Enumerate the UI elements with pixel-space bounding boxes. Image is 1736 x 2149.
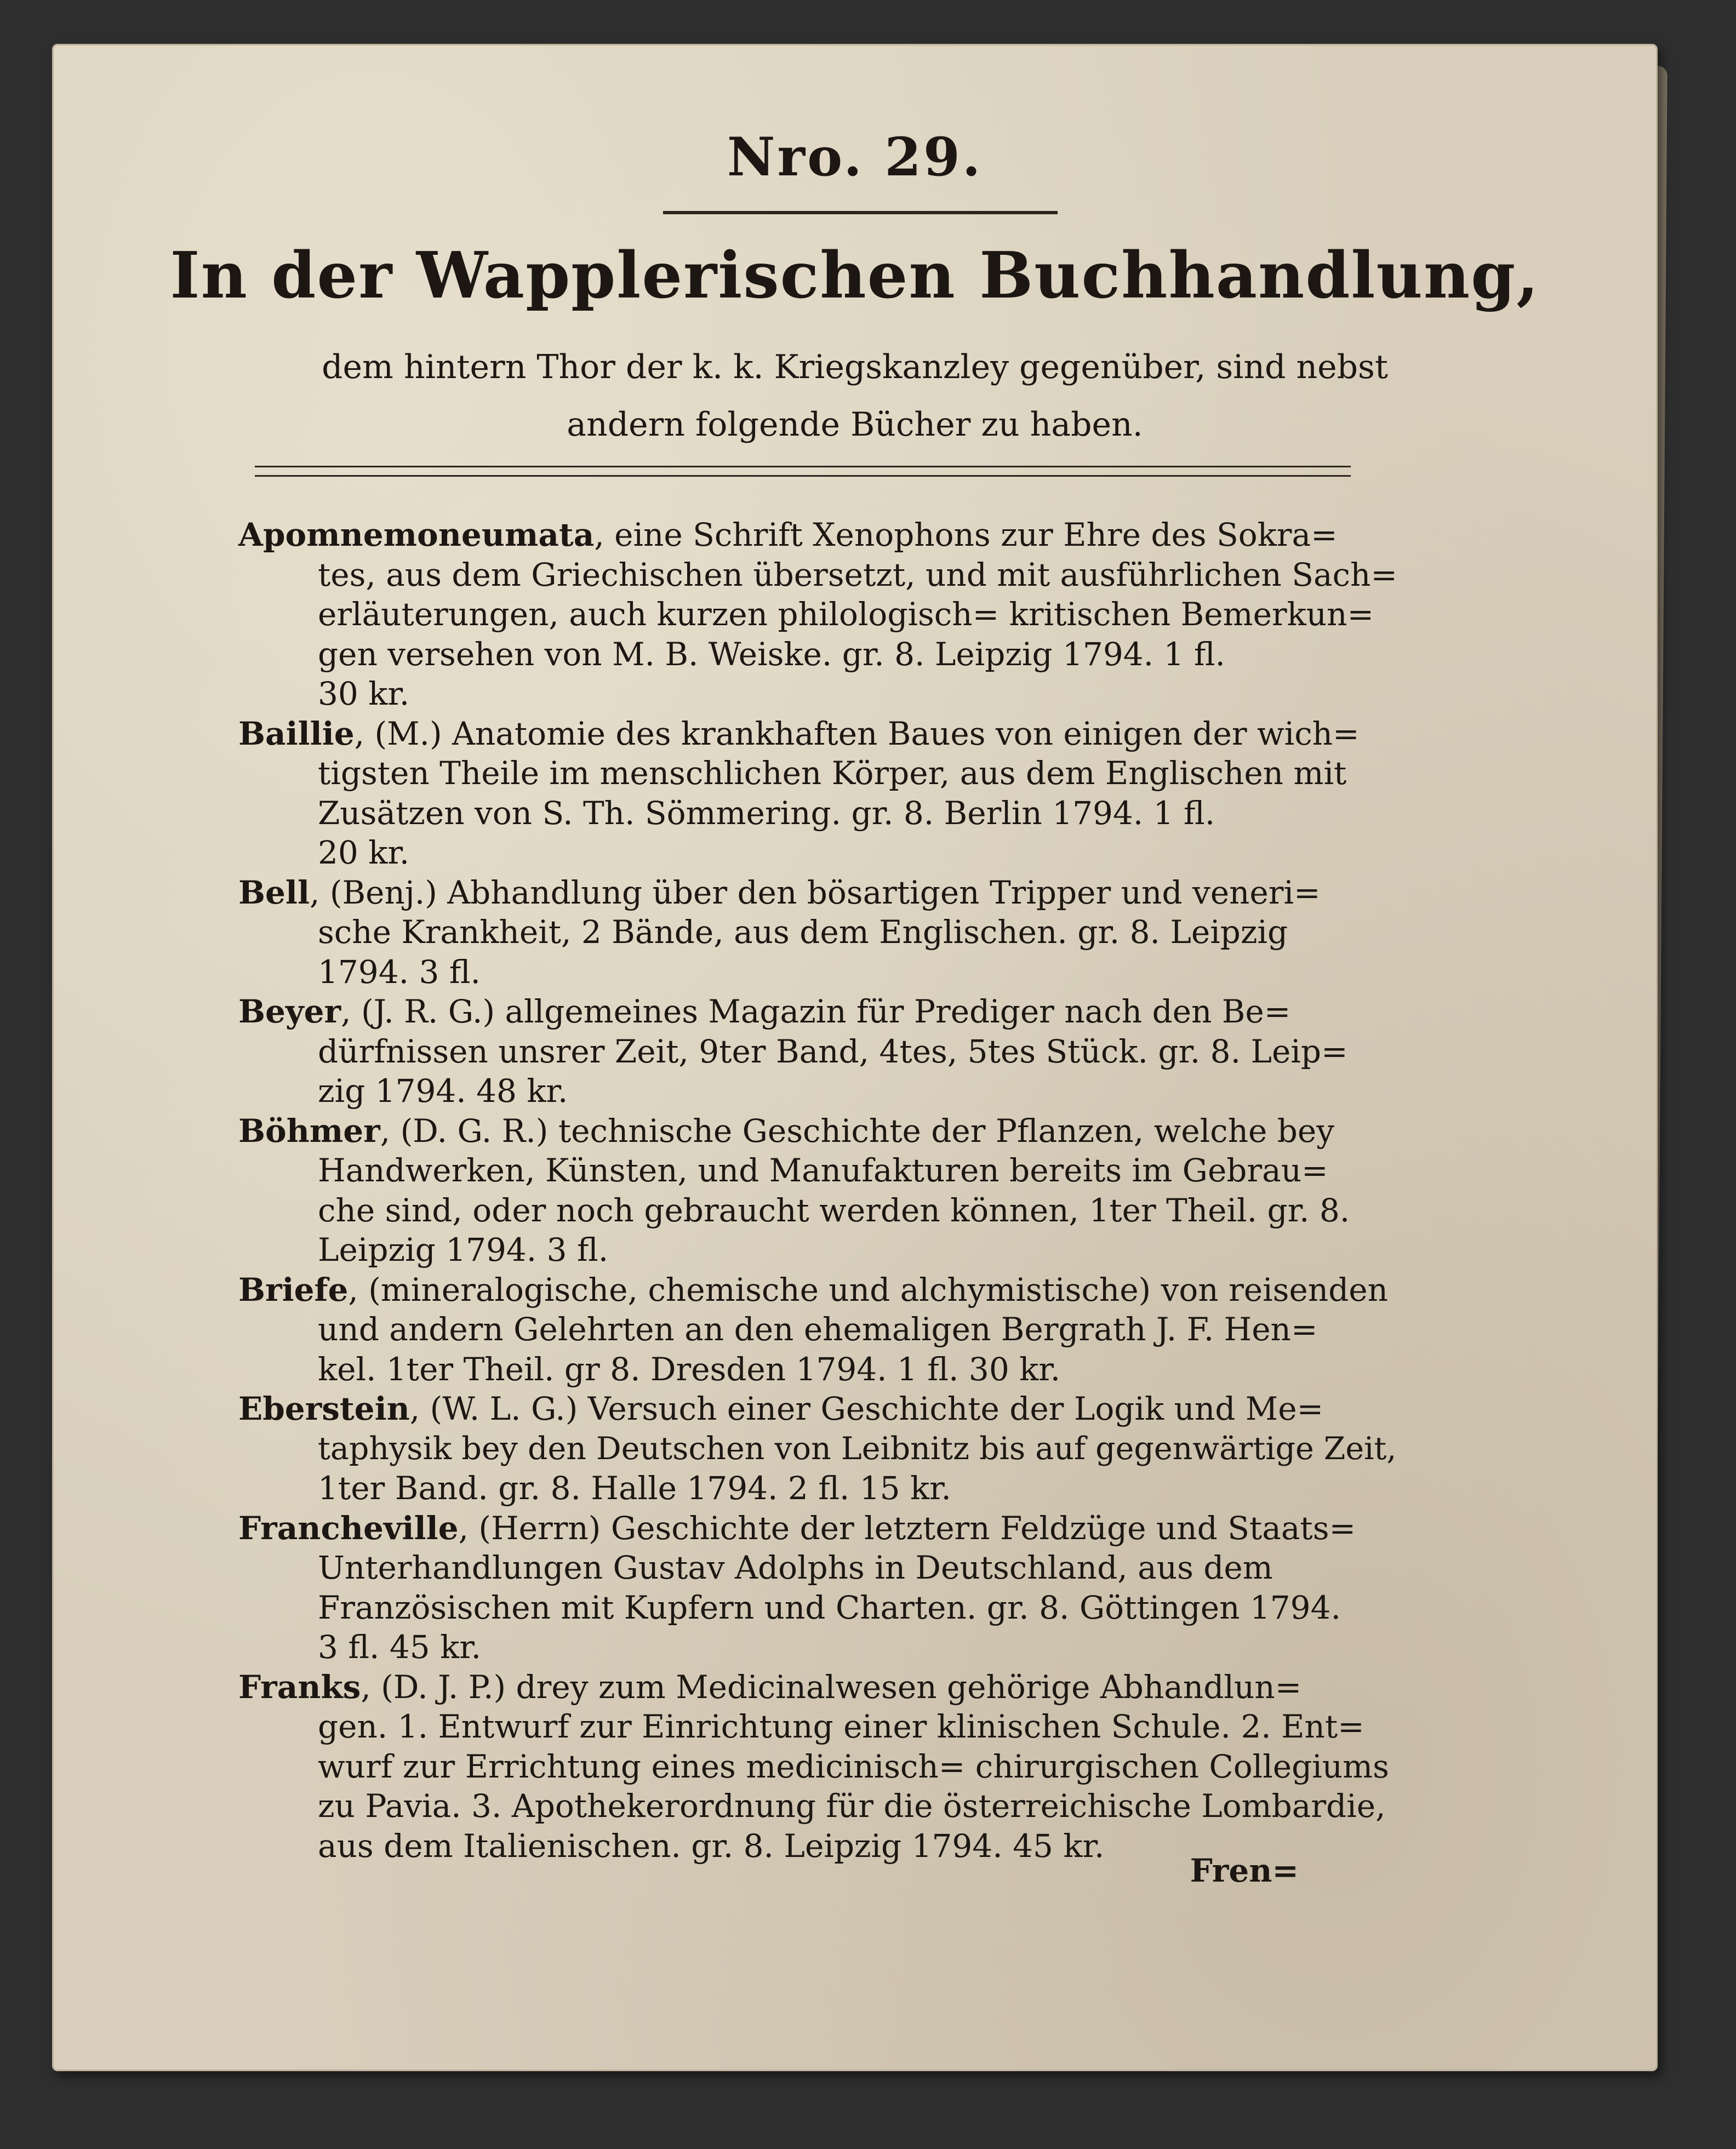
entry-line: 3 fl. 45 kr. <box>318 1628 482 1666</box>
entry-line: Zusätzen von S. Th. Sömmering. gr. 8. Berlin 1794. 1 fl. <box>318 794 1215 832</box>
book-entry-boehmer <box>238 1111 1406 1270</box>
bookshop-subtitle-line-2: andern folgende Bücher zu haben. <box>567 405 1143 444</box>
entry-line: Französischen mit Kupfern und Charten. gr. 8. Göttingen 1794. <box>318 1588 1341 1626</box>
entry-line: aus dem Italienischen. gr. 8. Leipzig 1794. 45 kr. <box>318 1827 1105 1865</box>
entry-line: che sind, oder noch gebraucht werden können, 1ter Theil. gr. 8. <box>318 1191 1350 1229</box>
entry-line: 1ter Band. gr. 8. Halle 1794. 2 fl. 15 kr. <box>318 1470 951 1507</box>
entry-line: und andern Gelehrten an den ehemaligen Bergrath J. F. Hen= <box>318 1311 1318 1348</box>
entry-line: Eberstein, (W. L. G.) Versuch einer Geschichte der Logik und Me= <box>238 1390 1324 1427</box>
entry-line: gen versehen von M. B. Weiske. gr. 8. Leipzig 1794. 1 fl. <box>318 635 1225 673</box>
entry-author: Franks <box>238 1668 361 1706</box>
entry-line: Francheville, (Herrn) Geschichte der letztern Feldzüge und Staats= <box>238 1509 1356 1547</box>
entry-line: dürfnissen unsrer Zeit, 9ter Band, 4tes, 5tes Stück. gr. 8. Leip= <box>318 1032 1348 1070</box>
document-page <box>52 44 1658 2071</box>
book-entry-francheville <box>238 1508 1406 1667</box>
book-entry-eberstein <box>238 1389 1406 1508</box>
entry-author: Böhmer <box>238 1112 380 1150</box>
entry-line: Böhmer, (D. G. R.) technische Geschichte der Pflanzen, welche bey <box>238 1112 1334 1150</box>
entry-line: gen. 1. Entwurf zur Einrichtung einer klinischen Schule. 2. Ent= <box>318 1708 1364 1745</box>
entry-author: Baillie <box>238 715 355 752</box>
book-entry-franks <box>238 1667 1406 1866</box>
entry-line: tigsten Theile im menschlichen Körper, aus dem Englischen mit <box>318 755 1347 792</box>
entry-line: zu Pavia. 3. Apothekerordnung für die österreichische Lombardie, <box>318 1787 1386 1825</box>
entry-author: Eberstein <box>238 1390 410 1427</box>
entry-line: Beyer, (J. R. G.) allgemeines Magazin für Prediger nach den Be= <box>238 993 1291 1030</box>
bookshop-title: In der Wapplerischen Buchhandlung, <box>170 238 1540 313</box>
entry-line: Briefe, (mineralogische, chemische und alchymistische) von reisenden <box>238 1271 1388 1308</box>
entry-line: 1794. 3 fl. <box>318 953 481 991</box>
entry-line: 20 kr. <box>318 834 410 871</box>
entry-line: Unterhandlungen Gustav Adolphs in Deutschland, aus dem <box>318 1549 1273 1586</box>
book-entry-beyer <box>238 992 1406 1111</box>
entry-line: Baillie, (M.) Anatomie des krankhaften Baues von einigen der wich= <box>238 715 1360 752</box>
entry-line: taphysik bey den Deutschen von Leibnitz bis auf gegenwärtige Zeit, <box>318 1430 1397 1467</box>
entry-author: Francheville <box>238 1509 459 1547</box>
catchword: Fren= <box>1190 1852 1299 1889</box>
bookshop-subtitle-line-1: dem hintern Thor der k. k. Kriegskanzley gegenüber, sind nebst <box>322 348 1388 386</box>
entry-line: sche Krankheit, 2 Bände, aus dem Englischen. gr. 8. Leipzig <box>318 913 1288 951</box>
entry-author: Beyer <box>238 993 341 1030</box>
double-rule-divider <box>255 466 1351 477</box>
issue-number: Nro. 29. <box>727 126 983 188</box>
entry-line: kel. 1ter Theil. gr 8. Dresden 1794. 1 fl. 30 kr. <box>318 1350 1061 1388</box>
entry-line: Apomnemoneumata, eine Schrift Xenophons zur Ehre des Sokra= <box>238 516 1338 553</box>
book-list <box>238 515 1406 1866</box>
book-entry-baillie <box>238 714 1406 873</box>
header-rule <box>663 211 1058 214</box>
entry-line: 30 kr. <box>318 675 410 712</box>
entry-line: zig 1794. 48 kr. <box>318 1072 568 1110</box>
entry-line: tes, aus dem Griechischen übersetzt, und mit ausführlichen Sach= <box>318 556 1397 593</box>
entry-author: Apomnemoneumata <box>238 516 595 553</box>
entry-line: Leipzig 1794. 3 fl. <box>318 1231 609 1268</box>
entry-author: Bell <box>238 873 310 911</box>
entry-line: wurf zur Errichtung eines medicinisch= chirurgischen Collegiums <box>318 1747 1389 1785</box>
entry-author: Briefe <box>238 1271 349 1308</box>
entry-line: Bell, (Benj.) Abhandlung über den bösartigen Tripper und veneri= <box>238 873 1321 911</box>
entry-line: erläuterungen, auch kurzen philologisch= kritischen Bemerkun= <box>318 596 1374 633</box>
entry-line: Franks, (D. J. P.) drey zum Medicinalwesen gehörige Abhandlun= <box>238 1668 1302 1706</box>
book-entry-briefe <box>238 1270 1406 1390</box>
book-entry-apomnemoneumata <box>238 515 1406 714</box>
book-entry-bell <box>238 873 1406 992</box>
entry-line: Handwerken, Künsten, und Manufakturen bereits im Gebrau= <box>318 1152 1328 1189</box>
